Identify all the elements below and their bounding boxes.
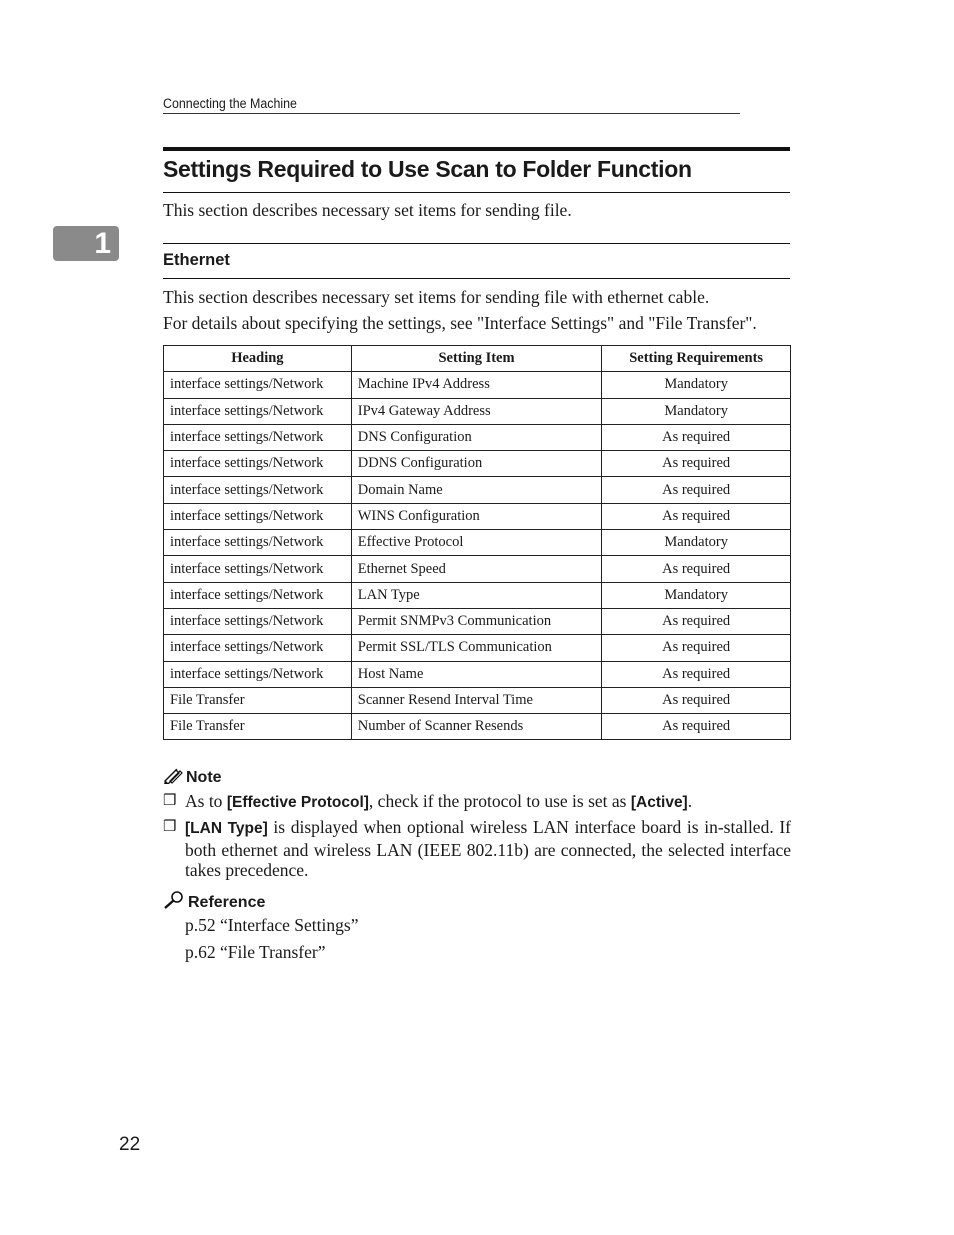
table-cell-heading: interface settings/Network	[164, 424, 352, 450]
table-cell-heading: interface settings/Network	[164, 372, 352, 398]
table-row	[164, 582, 791, 608]
table-cell-requirement: As required	[602, 424, 791, 450]
table-cell-heading: interface settings/Network	[164, 582, 352, 608]
keyword-lan-type: [LAN Type]	[185, 820, 268, 837]
table-row	[164, 398, 791, 424]
table-cell-setting-item: WINS Configuration	[351, 503, 602, 529]
page-number: 22	[119, 1134, 141, 1155]
subsection-title: Ethernet	[163, 251, 230, 269]
table-row	[164, 687, 791, 713]
table-row	[164, 530, 791, 556]
table-cell-setting-item: Effective Protocol	[351, 530, 602, 556]
title-top-rule	[163, 147, 790, 151]
column-header-setting-item: Setting Item	[351, 346, 602, 372]
table-row	[164, 424, 791, 450]
table-cell-heading: interface settings/Network	[164, 503, 352, 529]
table-row	[164, 635, 791, 661]
chapter-tab: 1	[53, 226, 119, 261]
table-cell-setting-item: LAN Type	[351, 582, 602, 608]
note-heading	[163, 767, 222, 789]
table-cell-setting-item: Permit SNMPv3 Communication	[351, 608, 602, 634]
table-cell-requirement: Mandatory	[602, 398, 791, 424]
table-cell-heading: File Transfer	[164, 714, 352, 740]
reference-link-interface-settings[interactable]: p.52 “Interface Settings”	[185, 915, 359, 935]
table-cell-setting-item: Ethernet Speed	[351, 556, 602, 582]
reference-link-file-transfer[interactable]: p.62 “File Transfer”	[185, 942, 326, 962]
magnifier-icon	[163, 891, 185, 914]
subsection-bottom-rule	[163, 278, 790, 279]
settings-table	[163, 345, 791, 740]
keyword-active: [Active]	[630, 794, 688, 811]
table-row	[164, 477, 791, 503]
table-cell-heading: interface settings/Network	[164, 530, 352, 556]
table-cell-requirement: Mandatory	[602, 372, 791, 398]
table-cell-requirement: As required	[602, 687, 791, 713]
checkbox-icon: ❒	[163, 793, 177, 809]
table-cell-requirement: As required	[602, 608, 791, 634]
table-cell-requirement: As required	[602, 635, 791, 661]
table-row	[164, 661, 791, 687]
table-cell-setting-item: Machine IPv4 Address	[351, 372, 602, 398]
paragraph-details: For details about specifying the settings, see "Interface Settings" and "File Transfer".	[163, 313, 757, 333]
table-cell-setting-item: Permit SSL/TLS Communication	[351, 635, 602, 661]
table-cell-requirement: As required	[602, 661, 791, 687]
paragraph-ethernet: This section describes necessary set items for sending file with ethernet cable.	[163, 287, 710, 307]
table-row	[164, 503, 791, 529]
table-row	[164, 608, 791, 634]
table-cell-heading: interface settings/Network	[164, 398, 352, 424]
running-header: Connecting the Machine	[163, 96, 740, 114]
table-cell-requirement: As required	[602, 556, 791, 582]
table-cell-requirement: As required	[602, 451, 791, 477]
table-cell-heading: interface settings/Network	[164, 608, 352, 634]
intro-text: This section describes necessary set items for sending file.	[163, 200, 572, 220]
table-row	[164, 714, 791, 740]
table-cell-heading: File Transfer	[164, 687, 352, 713]
table-cell-requirement: As required	[602, 714, 791, 740]
table-cell-requirement: Mandatory	[602, 530, 791, 556]
table-cell-heading: interface settings/Network	[164, 635, 352, 661]
table-cell-requirement: As required	[602, 503, 791, 529]
table-cell-setting-item: Domain Name	[351, 477, 602, 503]
table-cell-heading: interface settings/Network	[164, 556, 352, 582]
note-item-effective-protocol: ❒ As to [Effective Protocol], check if the protocol to use is set as [Active].	[163, 791, 693, 811]
table-cell-setting-item: Number of Scanner Resends	[351, 714, 602, 740]
table-cell-heading: interface settings/Network	[164, 477, 352, 503]
pencil-icon	[163, 767, 183, 789]
table-cell-requirement: Mandatory	[602, 582, 791, 608]
table-cell-heading: interface settings/Network	[164, 661, 352, 687]
reference-heading	[163, 891, 265, 914]
table-cell-setting-item: DDNS Configuration	[351, 451, 602, 477]
column-header-setting-requirements: Setting Requirements	[602, 346, 791, 372]
table-cell-requirement: As required	[602, 477, 791, 503]
keyword-effective-protocol: [Effective Protocol]	[226, 794, 369, 811]
table-row	[164, 451, 791, 477]
table-cell-setting-item: Host Name	[351, 661, 602, 687]
table-cell-heading: interface settings/Network	[164, 451, 352, 477]
reference-label: Reference	[188, 893, 266, 911]
note-item-lan-type: ❒ [LAN Type] is displayed when optional wireless LAN interface board is in-stalled. If both ethernet and wireless LAN (IEEE 802.11b) are connected, the selected interface takes precedence.	[163, 817, 791, 880]
table-row	[164, 372, 791, 398]
table-header-row	[164, 346, 791, 372]
table-cell-setting-item: DNS Configuration	[351, 424, 602, 450]
table-cell-setting-item: IPv4 Gateway Address	[351, 398, 602, 424]
column-header-heading: Heading	[164, 346, 352, 372]
subsection-top-rule	[163, 243, 790, 244]
section-title: Settings Required to Use Scan to Folder Function	[163, 156, 692, 182]
note-label: Note	[186, 769, 222, 786]
title-bottom-rule	[163, 192, 790, 193]
table-row	[164, 556, 791, 582]
table-cell-setting-item: Scanner Resend Interval Time	[351, 687, 602, 713]
checkbox-icon: ❒	[163, 819, 177, 835]
